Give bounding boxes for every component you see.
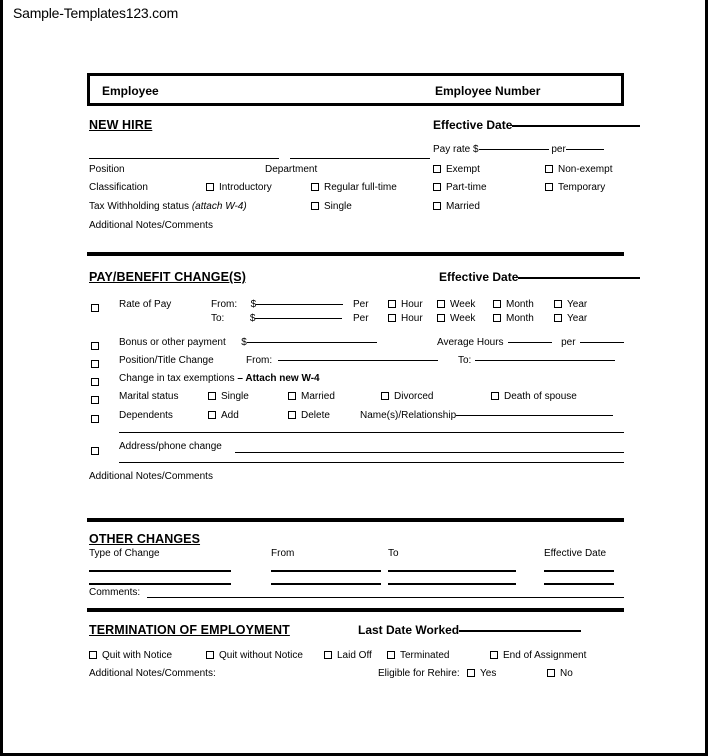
married-label: Married — [446, 201, 480, 212]
tax-exemptions-checkbox[interactable] — [91, 372, 99, 390]
position-line[interactable] — [89, 158, 279, 159]
week-label: Week — [450, 299, 476, 310]
checkbox-icon[interactable] — [433, 165, 441, 173]
new-hire-effective-date — [433, 118, 640, 132]
average-hours-field[interactable] — [508, 342, 552, 343]
quit-without-notice-label: Quit without Notice — [219, 650, 303, 661]
checkbox-icon[interactable] — [491, 392, 499, 400]
no-label: No — [560, 668, 573, 679]
employee-label: Employee — [102, 84, 159, 98]
marital-death-of-spouse-option[interactable] — [491, 391, 577, 403]
end-of-assignment-option[interactable] — [490, 650, 586, 662]
terminated-label: Terminated — [400, 650, 450, 661]
marital-death-label: Death of spouse — [504, 391, 577, 402]
names-relationship-row — [360, 410, 613, 422]
marital-single-option[interactable] — [208, 391, 249, 403]
pay-benefit-effective-date — [439, 270, 640, 284]
rate-of-pay-from-row — [211, 299, 343, 311]
week-label: Week — [450, 313, 476, 324]
position-title-from-label: From: — [246, 355, 273, 366]
tax-withholding-label: Tax Withholding status — [89, 201, 190, 212]
other-effective-line-2[interactable] — [544, 583, 614, 585]
address-phone-bottom-line[interactable] — [119, 462, 624, 463]
new-hire-effective-date-label: Effective Date — [433, 118, 513, 132]
checkbox-icon[interactable] — [493, 314, 501, 322]
checkbox-icon[interactable] — [388, 300, 396, 308]
average-hours-per-label: per — [561, 337, 576, 348]
rate-of-pay-from-dollar: $ — [250, 299, 257, 310]
average-hours-per-field[interactable] — [580, 342, 624, 343]
position-title-from-field[interactable] — [278, 360, 438, 361]
year-label: Year — [567, 313, 588, 324]
checkbox-icon[interactable] — [388, 314, 396, 322]
single-label: Single — [324, 201, 352, 212]
rate-of-pay-to-label: To: — [211, 313, 225, 324]
married-option[interactable] — [433, 201, 480, 213]
checkbox-icon[interactable] — [91, 304, 99, 312]
other-type-line-1[interactable] — [89, 570, 231, 572]
from-per-week-option[interactable] — [437, 299, 475, 311]
checkbox-icon[interactable] — [208, 392, 216, 400]
dependents-add-option[interactable] — [208, 410, 239, 422]
pay-rate-per-field[interactable] — [566, 149, 604, 150]
checkbox-icon[interactable] — [490, 651, 498, 659]
divider-pay-benefit — [87, 252, 624, 256]
checkbox-icon[interactable] — [206, 651, 214, 659]
rate-of-pay-to-dollar: $ — [249, 313, 256, 324]
other-effective-date-label: Effective Date — [544, 548, 607, 559]
other-to-label: To — [388, 548, 399, 559]
checkbox-icon[interactable] — [89, 651, 97, 659]
pay-benefit-effective-date-label: Effective Date — [439, 270, 519, 284]
laid-off-label: Laid Off — [337, 650, 372, 661]
dependents-label: Dependents — [119, 410, 173, 421]
pay-rate-row — [433, 144, 604, 156]
checkbox-icon[interactable] — [91, 396, 99, 404]
last-date-worked — [358, 623, 581, 637]
marital-status-checkbox[interactable] — [91, 390, 99, 408]
rate-of-pay-label: Rate of Pay — [119, 299, 172, 310]
other-changes-title: OTHER CHANGES — [89, 532, 201, 546]
employee-header-box — [87, 73, 624, 106]
to-per-year-option[interactable] — [554, 313, 587, 325]
marital-single-label: Single — [221, 391, 249, 402]
quit-with-notice-option[interactable] — [89, 650, 172, 662]
classification-regular-full-time-option[interactable] — [311, 182, 397, 194]
checkbox-icon[interactable] — [433, 183, 441, 191]
rate-of-pay-checkbox[interactable] — [91, 298, 99, 316]
part-time-option[interactable] — [433, 182, 487, 194]
month-label: Month — [506, 299, 534, 310]
employee-number-label: Employee Number — [435, 84, 541, 98]
to-per-month-option[interactable] — [493, 313, 534, 325]
other-from-line-2[interactable] — [271, 583, 381, 585]
other-comments-label: Comments: — [89, 587, 141, 598]
checkbox-icon[interactable] — [311, 183, 319, 191]
bonus-label: Bonus or other payment — [119, 337, 226, 348]
quit-without-notice-option[interactable] — [206, 650, 303, 662]
divider-termination — [87, 608, 624, 612]
average-hours-row — [437, 337, 624, 349]
hour-label: Hour — [401, 299, 423, 310]
checkbox-icon[interactable] — [91, 360, 99, 368]
names-relationship-label: Name(s)/Relationship — [360, 410, 457, 421]
checkbox-icon[interactable] — [91, 447, 99, 455]
end-of-assignment-label: End of Assignment — [503, 650, 587, 661]
address-phone-checkbox[interactable] — [91, 441, 99, 459]
marital-married-label: Married — [301, 391, 335, 402]
other-type-line-2[interactable] — [89, 583, 231, 585]
marital-married-option[interactable] — [288, 391, 335, 403]
checkbox-icon[interactable] — [288, 392, 296, 400]
to-per-hour-option[interactable] — [388, 313, 423, 325]
rate-of-pay-from-field[interactable] — [256, 304, 343, 305]
exempt-label: Exempt — [446, 164, 480, 175]
tax-withholding-row — [89, 201, 247, 213]
marital-divorced-option[interactable] — [381, 391, 433, 403]
dependents-delete-label: Delete — [301, 410, 330, 421]
tax-withholding-single-option[interactable] — [311, 201, 352, 213]
checkbox-icon[interactable] — [437, 314, 445, 322]
checkbox-icon[interactable] — [467, 669, 475, 677]
termination-additional-notes-label: Additional Notes/Comments: — [89, 668, 216, 679]
pay-rate-field[interactable] — [479, 149, 549, 150]
tax-exemptions-label: Change in tax exemptions — [119, 373, 235, 384]
position-label: Position — [89, 164, 125, 175]
non-exempt-option[interactable] — [545, 164, 612, 176]
pay-benefit-effective-date-field[interactable] — [518, 277, 640, 279]
pay-rate-per-label: per — [551, 144, 566, 155]
year-label: Year — [567, 299, 588, 310]
introductory-label: Introductory — [219, 182, 272, 193]
classification-introductory-option[interactable] — [206, 182, 272, 194]
rate-of-pay-to-field[interactable] — [255, 318, 342, 319]
checkbox-icon[interactable] — [381, 392, 389, 400]
temporary-option[interactable] — [545, 182, 605, 194]
position-title-change-checkbox[interactable] — [91, 354, 99, 372]
new-hire-additional-notes-label: Additional Notes/Comments — [89, 220, 213, 231]
exempt-option[interactable] — [433, 164, 480, 176]
checkbox-icon[interactable] — [545, 183, 553, 191]
checkbox-icon[interactable] — [324, 651, 332, 659]
new-hire-effective-date-field[interactable] — [512, 125, 640, 127]
bonus-row — [119, 337, 377, 349]
position-title-to-field[interactable] — [475, 360, 615, 361]
checkbox-icon[interactable] — [206, 183, 214, 191]
names-relationship-field[interactable] — [456, 415, 613, 416]
bonus-amount-field[interactable] — [247, 342, 377, 343]
dependents-delete-option[interactable] — [288, 410, 330, 422]
checkbox-icon[interactable] — [91, 342, 99, 350]
new-hire-title: NEW HIRE — [89, 118, 153, 132]
other-to-line-2[interactable] — [388, 583, 516, 585]
tax-exemptions-bold: – Attach new W-4 — [237, 373, 320, 384]
tax-exemptions-row — [119, 373, 320, 385]
other-comments-field[interactable] — [147, 597, 624, 598]
rate-of-pay-from-per-label: Per — [353, 299, 369, 310]
average-hours-label: Average Hours — [437, 337, 504, 348]
address-phone-field-line[interactable] — [235, 452, 624, 453]
checkbox-icon[interactable] — [493, 300, 501, 308]
yes-label: Yes — [480, 668, 497, 679]
classification-label: Classification — [89, 182, 148, 193]
tax-withholding-note: (attach W-4) — [191, 201, 247, 212]
other-from-label: From — [271, 548, 295, 559]
from-per-month-option[interactable] — [493, 299, 534, 311]
checkbox-icon[interactable] — [91, 415, 99, 423]
other-to-line-1[interactable] — [388, 570, 516, 572]
bonus-dollar: $ — [241, 337, 247, 348]
watermark-text: Sample-Templates123.com — [13, 5, 179, 21]
bonus-checkbox[interactable] — [91, 336, 99, 354]
eligible-rehire-no-option[interactable] — [547, 668, 573, 680]
checkbox-icon[interactable] — [208, 411, 216, 419]
checkbox-icon[interactable] — [433, 202, 441, 210]
from-per-year-option[interactable] — [554, 299, 587, 311]
dependents-add-label: Add — [221, 410, 239, 421]
hour-label: Hour — [401, 313, 423, 324]
address-phone-top-line[interactable] — [119, 432, 624, 433]
position-title-to-row — [458, 355, 615, 367]
pay-benefit-title: PAY/BENEFIT CHANGE(S) — [89, 270, 246, 284]
dependents-checkbox[interactable] — [91, 409, 99, 427]
from-per-hour-option[interactable] — [388, 299, 423, 311]
checkbox-icon[interactable] — [387, 651, 395, 659]
to-per-week-option[interactable] — [437, 313, 475, 325]
department-label: Department — [265, 164, 318, 175]
regular-full-time-label: Regular full-time — [324, 182, 397, 193]
non-exempt-label: Non-exempt — [558, 164, 613, 175]
temporary-label: Temporary — [558, 182, 606, 193]
department-line[interactable] — [290, 158, 430, 159]
rate-of-pay-to-row — [211, 313, 342, 325]
position-title-from-row — [246, 355, 438, 367]
other-type-of-change-label: Type of Change — [89, 548, 160, 559]
quit-with-notice-label: Quit with Notice — [102, 650, 173, 661]
checkbox-icon[interactable] — [545, 165, 553, 173]
checkbox-icon[interactable] — [554, 300, 562, 308]
checkbox-icon[interactable] — [91, 378, 99, 386]
position-title-change-label: Position/Title Change — [119, 355, 214, 366]
last-date-worked-label: Last Date Worked — [358, 623, 460, 637]
other-effective-line-1[interactable] — [544, 570, 614, 572]
checkbox-icon[interactable] — [437, 300, 445, 308]
position-title-to-label: To: — [458, 355, 472, 366]
terminated-option[interactable] — [387, 650, 449, 662]
checkbox-icon[interactable] — [288, 411, 296, 419]
last-date-worked-field[interactable] — [459, 630, 581, 632]
marital-divorced-label: Divorced — [394, 391, 434, 402]
laid-off-option[interactable] — [324, 650, 372, 662]
checkbox-icon[interactable] — [547, 669, 555, 677]
checkbox-icon[interactable] — [554, 314, 562, 322]
checkbox-icon[interactable] — [311, 202, 319, 210]
eligible-for-rehire-label: Eligible for Rehire: — [378, 668, 460, 679]
pay-rate-label: Pay rate $ — [433, 144, 479, 155]
rate-of-pay-to-per-label: Per — [353, 313, 369, 324]
divider-other-changes — [87, 518, 624, 522]
eligible-rehire-yes-option[interactable] — [467, 668, 496, 680]
pay-benefit-additional-notes-label: Additional Notes/Comments — [89, 471, 213, 482]
termination-title: TERMINATION OF EMPLOYMENT — [89, 623, 290, 637]
month-label: Month — [506, 313, 534, 324]
address-phone-label: Address/phone change — [119, 441, 222, 452]
other-from-line-1[interactable] — [271, 570, 381, 572]
part-time-label: Part-time — [446, 182, 487, 193]
rate-of-pay-from-label: From: — [211, 299, 238, 310]
marital-status-label: Marital status — [119, 391, 179, 402]
